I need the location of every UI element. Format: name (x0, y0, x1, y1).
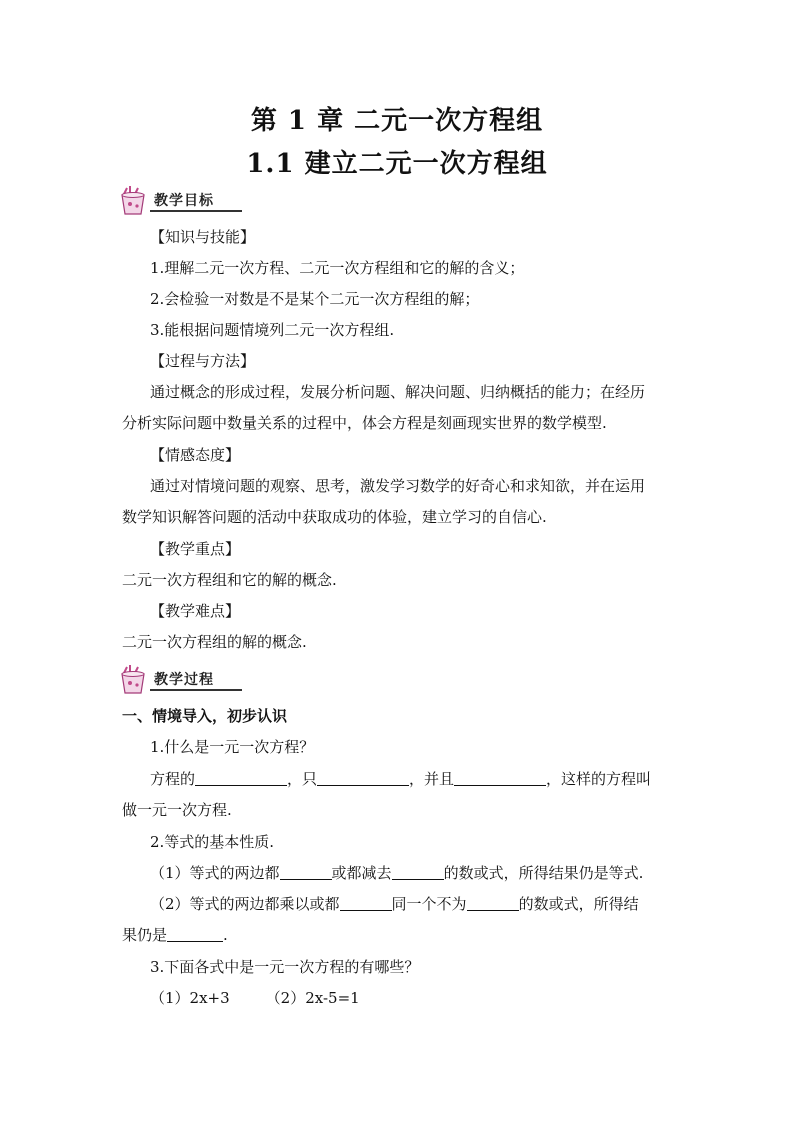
q2-1-text-a: （1）等式的两边都 (150, 864, 280, 882)
q2-1-text-b: 或都减去 (331, 864, 392, 882)
answer-blank[interactable] (454, 769, 546, 786)
question-2: 2.等式的基本性质. (150, 833, 275, 851)
emotion-text-line-1: 通过对情境问题的观察、思考，激发学习数学的好奇心和求知欲，并在运用 (150, 477, 646, 495)
pen-holder-icon (118, 665, 148, 695)
knowledge-item-1: 1.理解二元一次方程、二元一次方程组和它的解的含义； (150, 259, 525, 277)
knowledge-heading: 【知识与技能】 (150, 228, 256, 246)
q2-2-end-text-a: 果仍是 (122, 926, 168, 944)
question-1-fill-line (150, 768, 651, 790)
section-title: 1.1 建立二元一次方程组 (246, 149, 548, 179)
answer-blank[interactable] (392, 863, 444, 880)
method-heading: 【过程与方法】 (150, 352, 256, 370)
pen-holder-icon (118, 186, 148, 216)
question-3: 3.下面各式中是一元一次方程的有哪些？ (150, 958, 420, 976)
badge-underline (150, 210, 242, 212)
emotion-text-line-2: 数学知识解答问题的活动中获取成功的体验，建立学习的自信心. (122, 508, 547, 526)
method-text-line-2: 分析实际问题中数量关系的过程中，体会方程是刻画现实世界的数学模型. (122, 414, 607, 432)
badge-underline (150, 689, 242, 691)
q2-1-text-c: 的数或式，所得结果仍是等式. (443, 864, 644, 882)
process-badge-label: 教学过程 (154, 672, 214, 688)
q2-2-text-c: 的数或式，所得结 (518, 895, 639, 913)
answer-blank[interactable] (340, 894, 392, 911)
answer-blank[interactable] (167, 925, 223, 942)
answer-blank[interactable] (467, 894, 519, 911)
q1-text-a: 方程的 (150, 770, 196, 788)
question-1: 1.什么是一元一次方程？ (150, 738, 315, 756)
question-2-2-end (122, 924, 228, 946)
chapter-title: 第 1 章 二元一次方程组 (250, 106, 544, 136)
answer-blank[interactable] (317, 769, 409, 786)
question-2-1 (150, 862, 643, 884)
answer-blank[interactable] (280, 863, 332, 880)
emotion-heading: 【情感态度】 (150, 446, 241, 464)
difficult-point-heading: 【教学难点】 (150, 602, 241, 620)
q1-text-c: ，并且 (409, 770, 455, 788)
q1-text-d: ，这样的方程叫 (546, 770, 652, 788)
question-3-items (150, 987, 360, 1009)
method-text-line-1: 通过概念的形成过程，发展分析问题、解决问题、归纳概括的能力；在经历 (150, 383, 646, 401)
key-point-text: 二元一次方程组和它的解的概念. (122, 571, 337, 589)
q1-text-b: ，只 (287, 770, 318, 788)
q2-2-text-a: （2）等式的两边都乘以或都 (150, 895, 340, 913)
part1-heading: 一、情境导入，初步认识 (122, 707, 288, 725)
answer-blank[interactable] (195, 769, 287, 786)
knowledge-item-3: 3.能根据问题情境列二元一次方程组. (150, 321, 395, 339)
objectives-badge-label: 教学目标 (154, 193, 214, 209)
q2-2-text-b: 同一个不为 (391, 895, 467, 913)
process-badge (118, 665, 242, 695)
q3-item-1: （1）2x+3 (150, 989, 230, 1007)
question-2-2 (150, 893, 639, 915)
difficult-point-text: 二元一次方程组的解的概念. (122, 633, 307, 651)
question-1-end: 做一元一次方程. (122, 801, 232, 819)
knowledge-item-2: 2.会检验一对数是不是某个二元一次方程组的解； (150, 290, 480, 308)
q3-item-2: （2）2x-5=1 (265, 989, 360, 1007)
key-point-heading: 【教学重点】 (150, 540, 241, 558)
q2-2-end-text-b: . (223, 926, 228, 944)
objectives-badge (118, 186, 242, 216)
